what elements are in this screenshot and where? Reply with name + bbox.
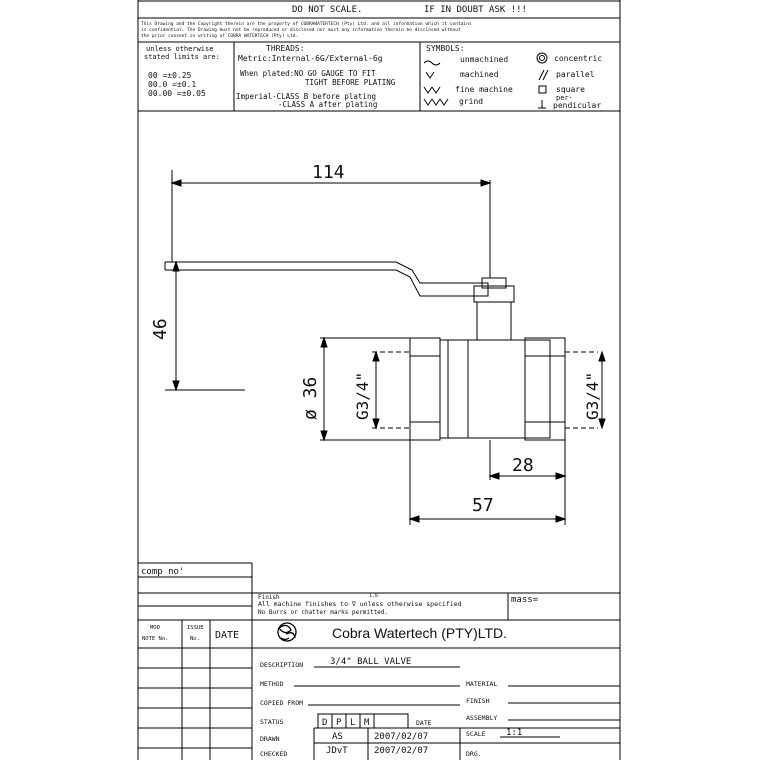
tolerance-row-1: 00 =±0.25	[148, 71, 192, 80]
machined-icon	[426, 72, 434, 78]
no-scale-note: DO NOT SCALE.	[292, 5, 363, 15]
description-value: 3/4" BALL VALVE	[330, 657, 412, 667]
mass-label: mass=	[511, 595, 539, 605]
square-icon	[539, 86, 546, 93]
copyright-line-3: the prior consent in writing of COBRA WATERTECH (Pty) Ltd.	[141, 34, 299, 39]
status-code-l: L	[350, 718, 356, 728]
symbol-parallel: parallel	[556, 70, 595, 79]
finish-ra-value: 1.6	[369, 593, 379, 599]
copyright-line-2: is confidential. The Drawing must not be reproduced or disclosed nor must any information therein be disclosed without	[141, 28, 461, 33]
concentric-icon	[537, 53, 547, 63]
threads-plated-1: When plated:NO GO GAUGE TO FIT	[240, 69, 376, 78]
threads-imperial-2: -CLASS A after plating	[278, 100, 378, 109]
issue-head-1: ISSUE	[187, 625, 204, 631]
threads-metric: Metric:Internal-6G/External-6g	[238, 54, 383, 63]
assembly-label: ASSEMBLY	[466, 714, 498, 722]
mod-head-1: MOD	[150, 625, 160, 631]
tolerance-row-2: 00.0 =±0.1	[148, 80, 197, 89]
dim-diameter: ø 36	[300, 376, 321, 420]
symbol-grind: grind	[459, 97, 484, 106]
valve-body	[440, 340, 550, 438]
description-label: DESCRIPTION	[260, 661, 304, 669]
dimension-lines	[172, 180, 605, 522]
checked-date: 2007/02/07	[374, 746, 429, 756]
mod-head-2: NOTE No.	[142, 636, 169, 642]
copied-from-label: COPIED FROM	[260, 699, 304, 707]
status-code-m: M	[364, 718, 370, 728]
material-label: MATERIAL	[466, 680, 498, 688]
tolerance-heading-2: stated limits are:	[144, 53, 220, 61]
issue-head-2: No.	[190, 636, 200, 642]
drawn-date: 2007/02/07	[374, 732, 429, 742]
drg-label: DRG.	[466, 750, 482, 758]
unmachined-icon	[424, 61, 440, 65]
scale-label: SCALE	[466, 730, 486, 738]
dim-height: 46	[150, 318, 171, 340]
symbol-unmachined: unmachined	[460, 55, 509, 64]
date-label: DATE	[416, 719, 432, 727]
symbol-fine-machine: fine machine	[455, 85, 513, 94]
tolerance-heading-1: unless otherwise	[146, 45, 214, 53]
symbol-per: per-	[556, 94, 573, 102]
grind-icon	[424, 99, 448, 105]
dim-half-length: 28	[512, 455, 534, 476]
fine-machine-icon	[424, 87, 440, 93]
dim-overall-length: 114	[312, 162, 345, 183]
status-code-d: D	[322, 718, 328, 728]
drawn-by: AS	[332, 732, 343, 742]
copyright-line-1: This Drawing and the Copyright therein are the property of COBRAWATERTECH (Pty) Ltd. and all information which it contains	[141, 22, 472, 27]
date-head: DATE	[215, 630, 240, 641]
dim-thread-left: G3/4"	[353, 371, 372, 420]
company-logo	[278, 623, 296, 641]
dim-thread-right: G3/4"	[583, 371, 602, 420]
valve-stem	[477, 302, 511, 340]
symbol-concentric: concentric	[554, 54, 603, 63]
checked-by: JDvT	[326, 746, 348, 756]
symbol-perpendicular: pendicular	[553, 101, 602, 110]
parallel-icon	[539, 70, 548, 80]
if-in-doubt-note: IF IN DOUBT ASK !!!	[424, 5, 527, 15]
status-code-p: P	[336, 718, 342, 728]
comp-no-label: comp no'	[141, 567, 185, 577]
dim-body-length: 57	[472, 495, 494, 516]
lever-handle	[165, 262, 488, 296]
symbols-title: SYMBOLS:	[426, 44, 465, 53]
threads-title: THREADS:	[266, 44, 305, 53]
left-hex-end	[410, 338, 440, 440]
threads-plated-2: TIGHT BEFORE PLATING	[305, 78, 396, 87]
finish-line: All machine finishes to ∇ unless otherwise specified	[258, 600, 462, 608]
tolerance-row-3: 00.00 =±0.05	[148, 89, 206, 98]
symbol-square: square	[556, 85, 585, 94]
perpendicular-icon	[538, 100, 546, 108]
drawn-label: DRAWN	[260, 735, 280, 743]
checked-label: CHECKED	[260, 750, 288, 758]
company-name: Cobra Watertech (PTY)LTD.	[332, 625, 508, 641]
status-label: STATUS	[260, 718, 284, 726]
method-label: METHOD	[260, 680, 284, 688]
finish-label: Finish	[258, 594, 280, 601]
right-hex-end	[525, 338, 565, 440]
threads-imperial-1: Imperial-CLASS B before plating	[236, 92, 376, 101]
burrs-line: No Burrs or chatter marks permitted.	[258, 609, 389, 616]
finish-field-label: FINISH	[466, 697, 490, 705]
symbol-machined: machined	[460, 70, 499, 79]
scale-value: 1:1	[506, 728, 523, 738]
